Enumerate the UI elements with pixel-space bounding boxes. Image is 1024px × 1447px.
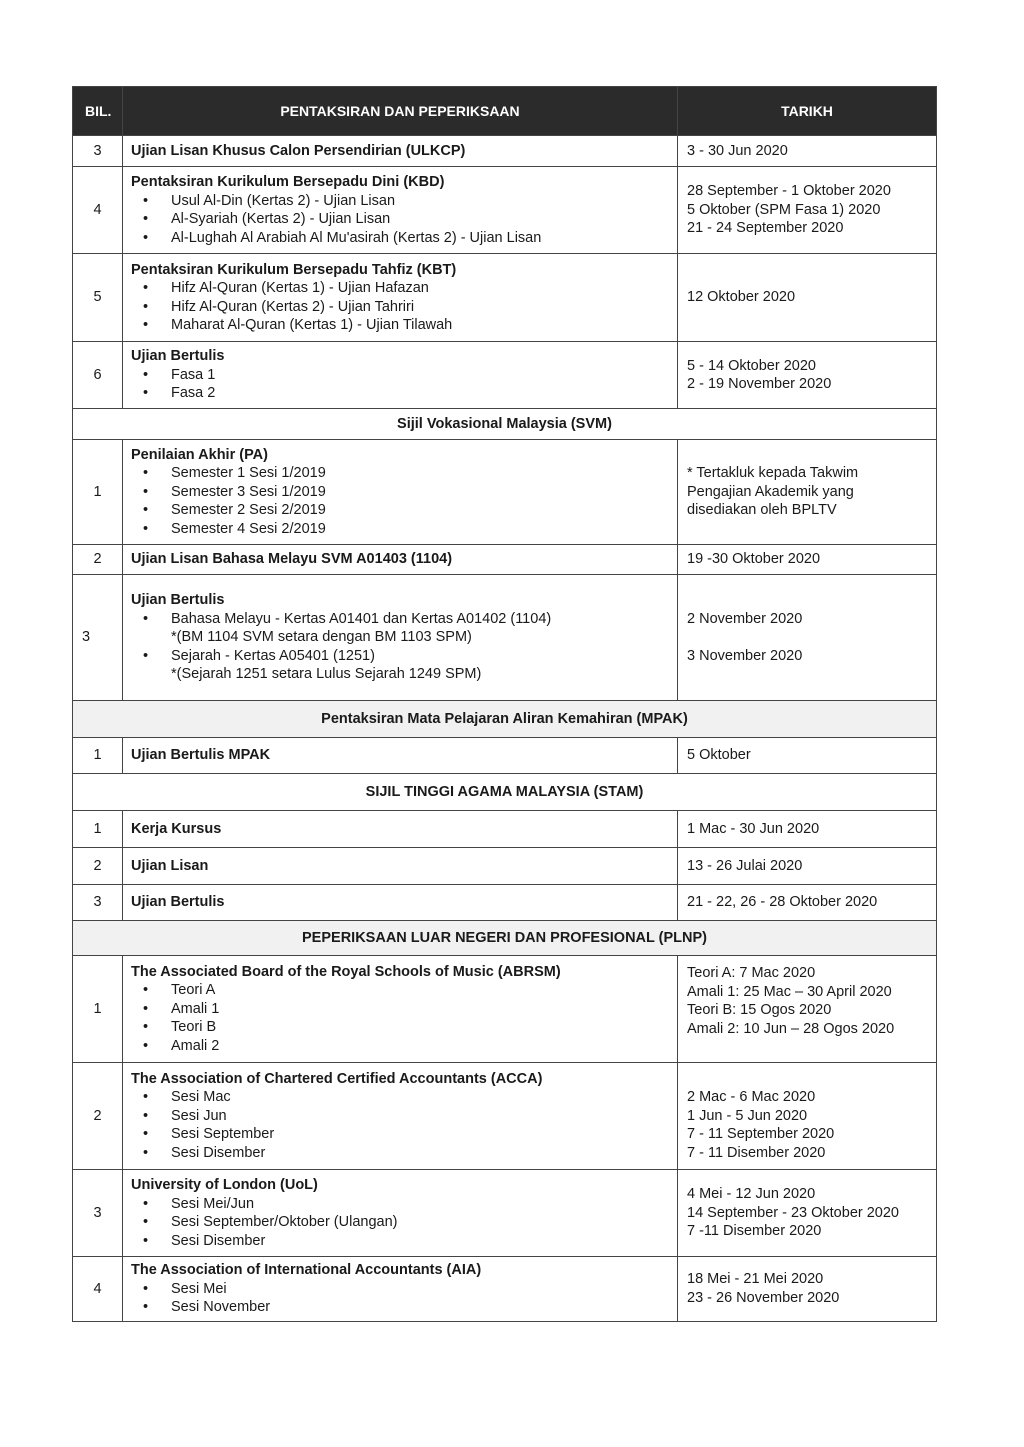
list-item: • Maharat Al-Quran (Kertas 1) - Ujian Tilawah: [171, 316, 669, 335]
table-row: [73, 342, 937, 409]
sub-item-list: [131, 1195, 669, 1251]
date-line: 21 - 24 September 2020: [687, 220, 844, 237]
row-number: 5: [73, 254, 123, 342]
date-line: 3 November 2020: [687, 647, 803, 664]
table-row: [73, 254, 937, 342]
list-item: • Semester 3 Sesi 1/2019: [171, 483, 669, 502]
row-number: 2: [73, 545, 123, 575]
list-item-text: Bahasa Melayu - Kertas A01401 dan Kertas A01402 (1104): [171, 610, 552, 627]
date-line: 4 Mei - 12 Jun 2020: [687, 1186, 816, 1203]
row-date: [678, 1170, 937, 1257]
equivalence-note: *(Sejarah 1251 setara Lulus Sejarah 1249 SPM): [171, 666, 482, 683]
date-line: * Tertakluk kepada Takwim: [687, 465, 859, 482]
table-row: [73, 1063, 937, 1170]
date-line: Amali 2: 10 Jun – 28 Ogos 2020: [687, 1020, 895, 1037]
section-header-svm: [73, 409, 937, 440]
section-header-mpak: [73, 701, 937, 738]
row-date: [678, 545, 937, 575]
date-line: 14 September - 23 Oktober 2020: [687, 1204, 899, 1221]
row-title: University of London (UoL): [131, 1177, 318, 1193]
row-assessment: [123, 167, 678, 254]
date-line: 7 -11 Disember 2020: [687, 1223, 822, 1240]
list-item: • Semester 4 Sesi 2/2019: [171, 520, 669, 539]
section-header-stam: [73, 774, 937, 811]
row-title: Ujian Bertulis MPAK: [131, 747, 271, 764]
row-date: [678, 811, 937, 848]
list-item: • Fasa 2: [171, 384, 669, 403]
date-line: Pengajian Akademik yang: [687, 483, 854, 500]
sub-item-list: [131, 981, 669, 1055]
table-row: [73, 545, 937, 575]
sub-item-list: [131, 464, 669, 538]
date-line: 19 -30 Oktober 2020: [687, 551, 821, 568]
date-line: 2 November 2020: [687, 610, 803, 627]
row-date: [678, 848, 937, 885]
row-date: [678, 956, 937, 1063]
date-line: Teori B: 15 Ogos 2020: [687, 1002, 832, 1018]
row-number: 4: [73, 1257, 123, 1322]
row-number: 3: [73, 136, 123, 167]
row-title: Pentaksiran Kurikulum Bersepadu Dini (KBD): [131, 174, 445, 190]
row-date: [678, 167, 937, 254]
list-item: • Sesi Mac: [171, 1088, 669, 1107]
section-title: Sijil Vokasional Malaysia (SVM): [73, 409, 937, 440]
row-title: The Associated Board of the Royal Schools of Music (ABRSM): [131, 963, 561, 980]
row-number: 3: [73, 885, 123, 921]
row-number: 1: [73, 811, 123, 848]
row-assessment: [123, 811, 678, 848]
list-item: • Sesi Mei/Jun: [171, 1195, 669, 1214]
list-item: [171, 647, 669, 684]
date-line: 18 Mei - 21 Mei 2020: [687, 1271, 824, 1288]
row-assessment: [123, 440, 678, 545]
date-line: Teori A: 7 Mac 2020: [687, 965, 816, 981]
row-assessment: [123, 956, 678, 1063]
list-item: • Semester 1 Sesi 1/2019: [171, 464, 669, 483]
row-number: 4: [73, 167, 123, 254]
row-title: Ujian Bertulis: [131, 894, 225, 911]
list-item: • Teori B: [171, 1018, 669, 1037]
row-assessment: [123, 575, 678, 701]
row-assessment: [123, 545, 678, 575]
row-assessment: [123, 1257, 678, 1322]
row-title: Ujian Lisan: [131, 857, 209, 874]
row-title: Penilaian Akhir (PA): [131, 446, 268, 463]
list-item: • Teori A: [171, 981, 669, 1000]
list-item: • Sesi September: [171, 1125, 669, 1144]
table-row: [73, 136, 937, 167]
row-number: 1: [73, 440, 123, 545]
exam-schedule-table: [72, 86, 937, 1322]
header-assessment: PENTAKSIRAN DAN PEPERIKSAAN: [123, 87, 678, 136]
row-date: [678, 738, 937, 774]
date-line: 23 - 26 November 2020: [687, 1289, 840, 1306]
list-item: • Fasa 1: [171, 366, 669, 385]
date-line: 2 - 19 November 2020: [687, 376, 832, 392]
section-title: SIJIL TINGGI AGAMA MALAYSIA (STAM): [73, 774, 937, 811]
table-row: [73, 956, 937, 1063]
section-header-plnp: [73, 921, 937, 956]
row-date: [678, 440, 937, 545]
date-line: 5 Oktober (SPM Fasa 1) 2020: [687, 201, 881, 218]
row-title: Kerja Kursus: [131, 820, 222, 837]
list-item: • Sesi Mei: [171, 1280, 669, 1299]
date-line: 2 Mac - 6 Mac 2020: [687, 1089, 816, 1105]
row-date: [678, 136, 937, 167]
row-assessment: [123, 136, 678, 167]
list-item: • Al-Syariah (Kertas 2) - Ujian Lisan: [171, 210, 669, 229]
sub-item-list: [131, 279, 669, 335]
row-number: 2: [73, 848, 123, 885]
date-line: 28 September - 1 Oktober 2020: [687, 183, 891, 200]
table-row: [73, 440, 937, 545]
row-title: Ujian Lisan Bahasa Melayu SVM A01403 (1104): [131, 551, 453, 568]
table-row: [73, 167, 937, 254]
row-assessment: [123, 342, 678, 409]
row-title: The Association of Chartered Certified Accountants (ACCA): [131, 1070, 543, 1087]
date-line: 5 Oktober: [687, 747, 751, 764]
row-title: Pentaksiran Kurikulum Bersepadu Tahfiz (KBT): [131, 261, 457, 278]
row-assessment: [123, 1170, 678, 1257]
row-assessment: [123, 885, 678, 921]
equivalence-note: *(BM 1104 SVM setara dengan BM 1103 SPM): [171, 629, 472, 646]
list-item: • Hifz Al-Quran (Kertas 1) - Ujian Hafazan: [171, 279, 669, 298]
row-title: Ujian Lisan Khusus Calon Persendirian (ULKCP): [131, 142, 466, 159]
list-item: • Hifz Al-Quran (Kertas 2) - Ujian Tahriri: [171, 298, 669, 317]
list-item: • Semester 2 Sesi 2/2019: [171, 501, 669, 520]
table-row: [73, 848, 937, 885]
list-item: • Al-Lughah Al Arabiah Al Mu'asirah (Kertas 2) - Ujian Lisan: [171, 229, 669, 248]
date-line: 3 - 30 Jun 2020: [687, 142, 788, 159]
list-item-text: Sejarah - Kertas A05401 (1251): [171, 647, 375, 664]
header-bil: BIL.: [73, 87, 123, 136]
section-title: PEPERIKSAAN LUAR NEGERI DAN PROFESIONAL (PLNP): [73, 921, 937, 956]
date-line: 12 Oktober 2020: [687, 289, 796, 306]
row-date: [678, 1257, 937, 1322]
row-number: 6: [73, 342, 123, 409]
row-date: [678, 254, 937, 342]
header-date: TARIKH: [678, 87, 937, 136]
row-number: 2: [73, 1063, 123, 1170]
sub-item-list: [131, 192, 669, 248]
list-item: • Amali 2: [171, 1037, 669, 1056]
row-date: [678, 1063, 937, 1170]
table-row: [73, 811, 937, 848]
list-item: • Usul Al-Din (Kertas 2) - Ujian Lisan: [171, 192, 669, 211]
sub-item-list: [131, 366, 669, 403]
list-item: • Sesi Disember: [171, 1144, 669, 1163]
date-line: 1 Mac - 30 Jun 2020: [687, 820, 820, 837]
row-assessment: [123, 1063, 678, 1170]
list-item: • Sesi Disember: [171, 1232, 669, 1251]
row-date: [678, 885, 937, 921]
list-item: [171, 610, 669, 647]
table-row: [73, 1257, 937, 1322]
date-line: 5 - 14 Oktober 2020: [687, 357, 816, 374]
date-line: 7 - 11 Disember 2020: [687, 1144, 826, 1161]
list-item: • Sesi Jun: [171, 1107, 669, 1126]
table-row: [73, 885, 937, 921]
date-line: 21 - 22, 26 - 28 Oktober 2020: [687, 894, 878, 911]
table-row: [73, 1170, 937, 1257]
list-item: • Amali 1: [171, 1000, 669, 1019]
row-assessment: [123, 738, 678, 774]
row-date: [678, 342, 937, 409]
sub-item-list: [131, 1280, 669, 1317]
sub-item-list: [131, 1088, 669, 1162]
row-number: 1: [73, 956, 123, 1063]
row-title: Ujian Bertulis: [131, 348, 225, 365]
row-assessment: [123, 848, 678, 885]
row-title: The Association of International Accountants (AIA): [131, 1262, 482, 1278]
section-title: Pentaksiran Mata Pelajaran Aliran Kemahiran (MPAK): [73, 701, 937, 738]
row-title: Ujian Bertulis: [131, 592, 225, 609]
row-number: 1: [73, 738, 123, 774]
row-date: [678, 575, 937, 701]
date-line: disediakan oleh BPLTV: [687, 502, 837, 519]
row-number: 3: [73, 575, 123, 701]
date-line: 7 - 11 September 2020: [687, 1126, 835, 1142]
table-row: [73, 575, 937, 701]
list-item: • Sesi September/Oktober (Ulangan): [171, 1213, 669, 1232]
table-row: [73, 738, 937, 774]
sub-item-list: [131, 610, 669, 684]
row-assessment: [123, 254, 678, 342]
date-line: 1 Jun - 5 Jun 2020: [687, 1107, 808, 1124]
list-item: • Sesi November: [171, 1298, 669, 1317]
row-number: 3: [73, 1170, 123, 1257]
date-line: 13 - 26 Julai 2020: [687, 857, 803, 874]
date-line: Amali 1: 25 Mac – 30 April 2020: [687, 983, 892, 1000]
table-header-row: [73, 87, 937, 136]
